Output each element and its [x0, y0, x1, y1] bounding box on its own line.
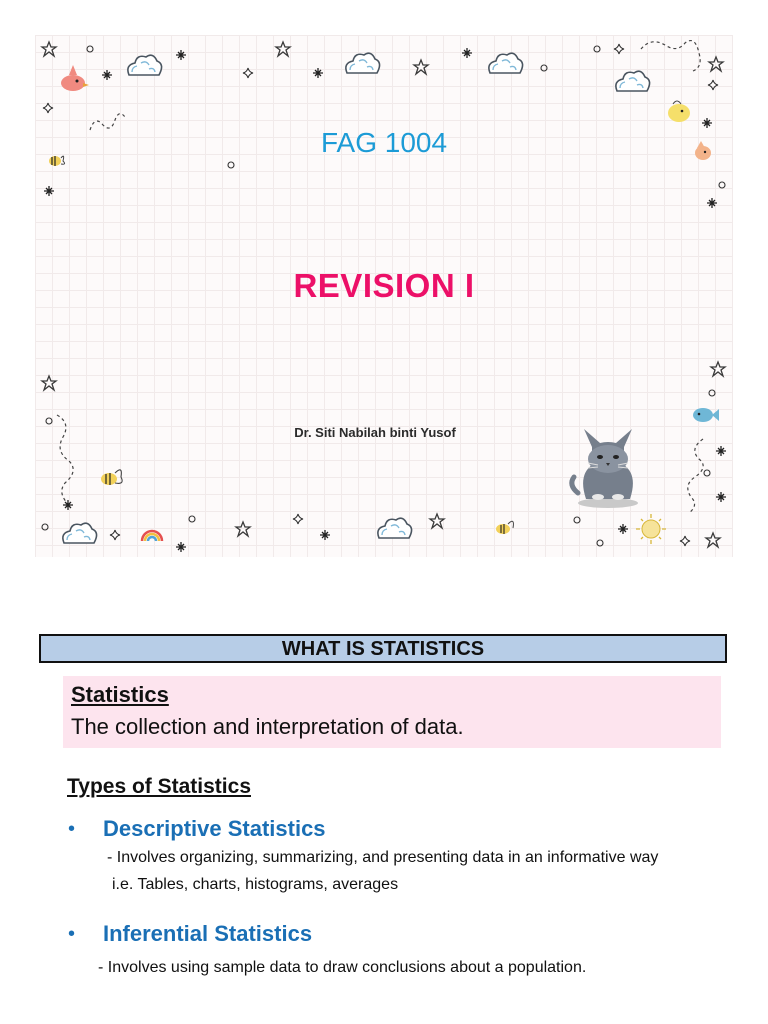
bullet-title-inferential: Inferential Statistics	[103, 921, 313, 946]
bullet-description: i.e. Tables, charts, histograms, averages	[112, 876, 399, 893]
title-slide	[35, 35, 733, 557]
bullet-icon: •	[68, 923, 76, 945]
course-code: FAG 1004	[320, 127, 448, 158]
cat-illustration	[572, 429, 638, 508]
slide-title: REVISION I	[293, 267, 475, 304]
author-name: Dr. Siti Nabilah binti Yusof	[294, 425, 456, 440]
types-heading: Types of Statistics	[67, 775, 251, 798]
bullet-icon: •	[68, 818, 76, 840]
bullet-description: - Involves organizing, summarizing, and presenting data in an informative way	[107, 849, 659, 866]
bullet-description: - Involves using sample data to draw conclusions about a population.	[98, 959, 587, 976]
section-heading: WHAT IS STATISTICS	[39, 634, 727, 663]
definition-text: The collection and interpretation of data.	[71, 714, 464, 739]
definition-box	[63, 676, 721, 748]
definition-term: Statistics	[71, 682, 169, 707]
bullet-title-descriptive: Descriptive Statistics	[103, 816, 326, 841]
